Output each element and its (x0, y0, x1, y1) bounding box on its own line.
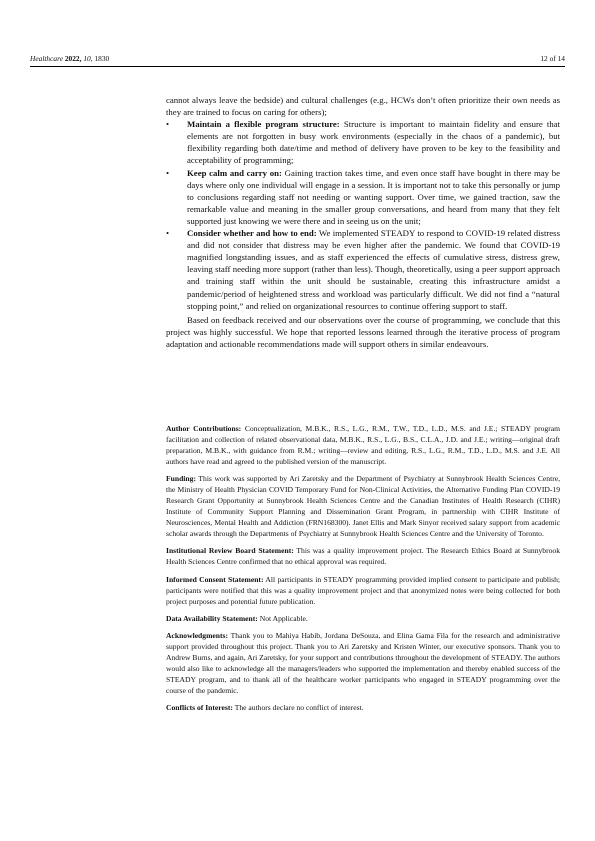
journal-year: 2022, (64, 54, 82, 63)
section-text: This work was supported by Ari Zaretsky and the Department of Psychiatry at Sunnybrook Health Sciences Centre, the Ministry of Health Physician COVID Temporary Fund for Non-Clinical Activities, the Alternative Funding Plan COVID-19 Research Grant Opportunity at Sunnybrook Health Sciences Centre and the Canadian Institutes of Health Research (CIHR) Institute of Community Support Planning and Dissemination Grant Program, in partnership with CIHR Institute of Neurosciences, Mental Health and Addiction (FRN168300). Janet Ellis and Mark Sinyor received salary support from academic scholar awards through the Departments of Psychiatry at Sunnybrook Health Sciences Centre and the University of Toronto. (166, 474, 560, 538)
list-item (166, 118, 560, 166)
journal-name: Healthcare (30, 54, 63, 63)
section-text: Not Applicable. (259, 613, 308, 623)
conflicts-of-interest (166, 703, 560, 714)
data-availability (166, 614, 560, 625)
list-item-text: We implemented STEADY to respond to COVID-19 related distress and did not consider that distress may be even higher after the pandemic. We found that COVID-19 magnified longstanding issues, and as staff experienced the effects of cumulative stress, distress grew, leaving staff needing more support (rather than less). Though, theoretically, using a peer support approach and training staff within the unit should be sustainable, creating this infrastructure amidst a pandemic/period of heightened stress and workload was particularly difficult. We did not find a “natural stopping point,” and relied on organizational resources to continue offering support to staff. (187, 228, 560, 311)
list-item-text: Gaining traction takes time, and even once staff have bought in there may be days where only one individual will engage in a session. It is important not to take this personally or jump to conclusions regarding staff not needing or wanting support. Over time, we gained traction, saw the remarkable value and meaning in the smaller group conversations, and heard from many that they felt supported just knowing we were there and in seeing us on the unit; (187, 167, 560, 226)
section-heading: Informed Consent Statement: (166, 574, 264, 584)
bullet-marker: • (166, 119, 170, 130)
recommendation-list (166, 118, 560, 312)
page-number: 12 of 14 (540, 54, 565, 63)
section-text: The authors declare no conflict of interest. (234, 703, 364, 713)
section-heading: Acknowledgments: (166, 631, 229, 641)
section-heading: Funding: (166, 474, 196, 484)
continued-list-text: cannot always leave the bedside) and cultural challenges (e.g., HCWs don’t often prioritize their own needs as they are trained to focus on caring for others); (166, 95, 560, 118)
section-heading: Conflicts of Interest: (166, 703, 233, 713)
section-heading: Institutional Review Board Statement: (166, 546, 294, 556)
consent-statement (166, 575, 560, 608)
list-item (166, 167, 560, 227)
section-text: Thank you to Mahiya Habib, Jordana DeSouza, and Elina Gama Fila for the research and administrative support provided throughout this project. Thank you to Ari Zaretsky and Kristen Winter, our executive sponsors. Thank you to Andrew Burns, and again, Ari Zaretsky, for your support and contributions throughout the development of STEADY. The authors would also like to acknowledge all the managers/leaders who supported the implementation and thereby enabled success of the STEADY program, and to thank all of the healthcare worker participants who engaged in STEADY programming over the course of the pandemic. (166, 631, 560, 695)
section-heading: Data Availability Statement: (166, 613, 258, 623)
main-text (166, 94, 560, 350)
section-text: Conceptualization, M.B.K., R.S., L.G., R.M., T.W., T.D., L.D., M.S. and J.E.; STEADY program facilitation and collection of related observational data, M.B.K., R.S., L.G., B.S., C.L.A., J.D. and J.E.; writing—original draft preparation, M.B.K., with guidance from R.M.; writing—review and editing, R.S., L.G., R.M., T.D., L.D., M.S. and J.E. All authors have read and agreed to the published version of the manuscript. (166, 424, 561, 466)
list-item-heading: Consider whether and how to end: (187, 228, 317, 239)
list-item-heading: Keep calm and carry on: (187, 167, 282, 178)
author-contributions (166, 424, 560, 468)
bullet-marker: • (166, 167, 170, 178)
list-item (166, 227, 560, 312)
bullet-marker: • (166, 228, 170, 239)
journal-volume: 10, (83, 54, 93, 63)
section-text: This was a quality improvement project. The Research Ethics Board at Sunnybrook Health Sciences Centre confirmed that no ethical approval was required. (166, 546, 560, 567)
journal-citation (30, 54, 109, 63)
irb-statement (166, 546, 560, 568)
page-header (30, 54, 565, 63)
section-heading: Author Contributions: (166, 424, 242, 433)
header-rule (30, 66, 565, 67)
article-number: 1830 (94, 54, 110, 63)
back-matter (166, 424, 560, 721)
section-text: All participants in STEADY programming provided implied consent to participate and publish; participants were notified that this was a quality improvement project and that anonymized notes were being collected for both project purposes and potential future publication. (166, 574, 560, 606)
summary-paragraph: Based on feedback received and our observations over the course of programming, we conclude that this project was highly successful. We hope that reported lessons learned through the iterative process of program adaptation and actionable recommendations made will support others in similar endeavours. (166, 314, 560, 349)
acknowledgments (166, 631, 560, 697)
list-item-heading: Maintain a flexible program structure: (187, 119, 340, 130)
funding-statement (166, 474, 560, 540)
list-item-text: Structure is important to maintain fidelity and ensure that elements are not forgotten in busy work environments (especially in the chaos of a pandemic), but flexibility regarding both date/time and method of delivery have proven to be key to the feasibility and acceptability of programming; (187, 119, 561, 166)
